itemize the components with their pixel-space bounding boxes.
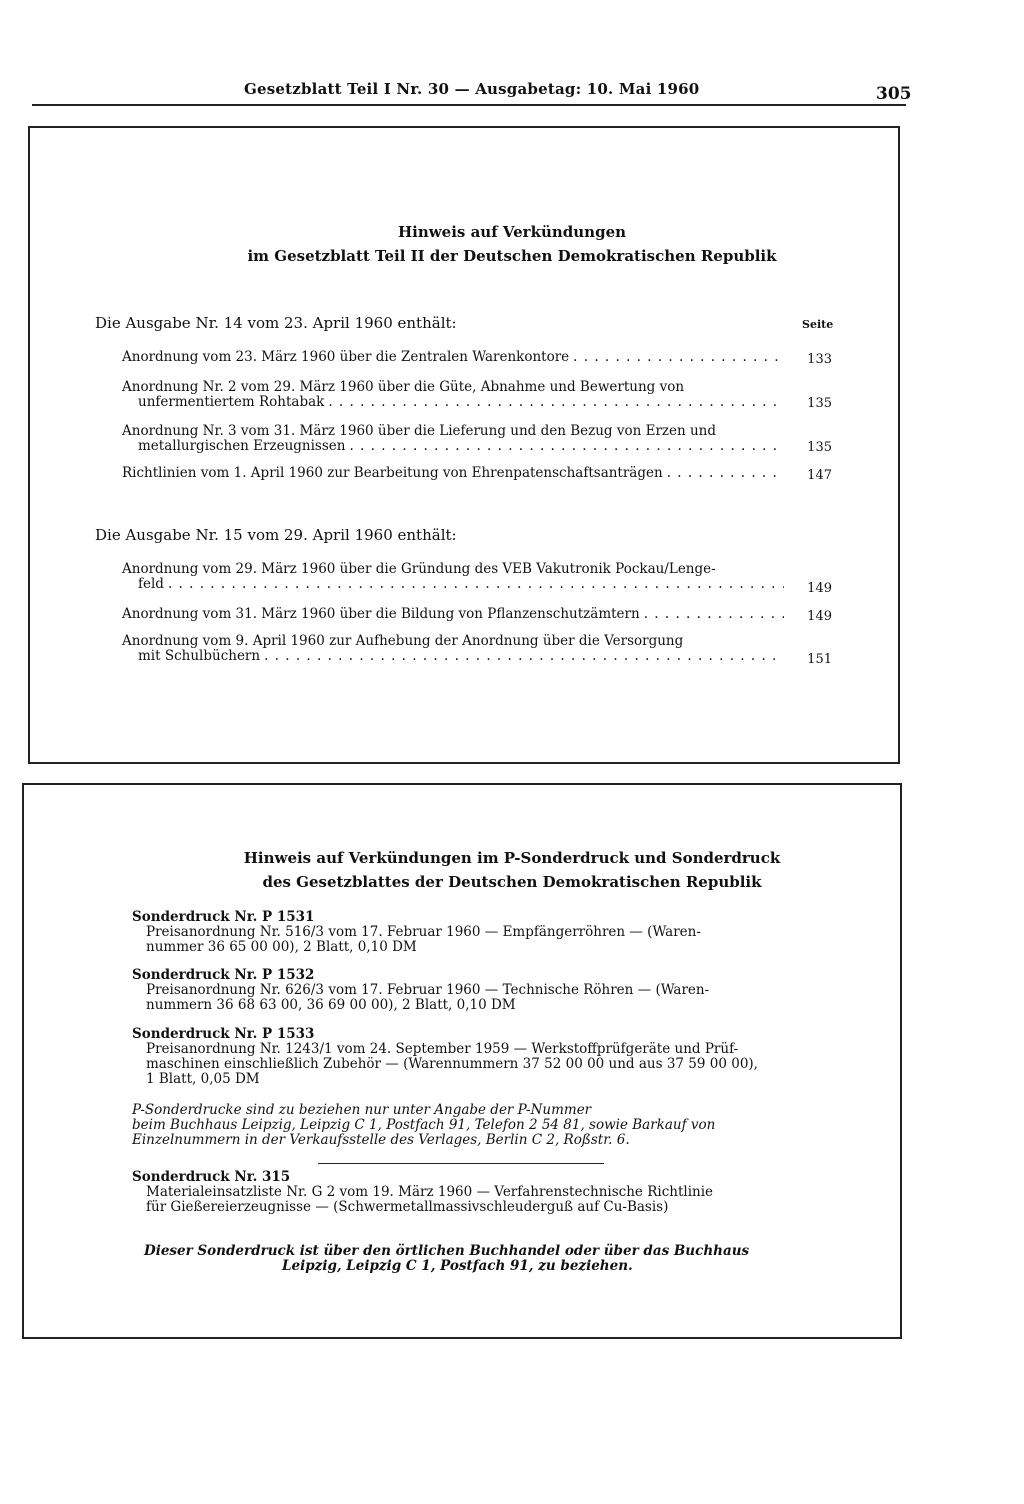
closing-note: [144, 1244, 784, 1274]
sonderdruck-text: Preisanordnung Nr. 1243/1 vom 24. September 1959 — Werkstoffprüfgeräte und Prüf-: [146, 1041, 739, 1057]
running-header: Gesetzblatt Teil I Nr. 30 — Ausgabetag: 10. Mai 1960: [244, 80, 700, 98]
issue-15-heading: Die Ausgabe Nr. 15 vom 29. April 1960 enthält:: [95, 526, 457, 544]
box2-title-line1: Hinweis auf Verkündungen im P-Sonderdruck und Sonderdruck: [243, 849, 781, 867]
sonderdruck-text: 1 Blatt, 0,05 DM: [146, 1071, 260, 1087]
sonderdruck-text: Materialeinsatzliste Nr. G 2 vom 19. März 1960 — Verfahrenstechnische Richtlinie: [146, 1184, 714, 1200]
entry-text-cont: metallurgischen Erzeugnissen: [138, 438, 346, 454]
leader-dots: [328, 395, 784, 410]
sonderdruck-entry: [132, 910, 796, 955]
sonderdruck-entry: [132, 968, 796, 1013]
entry-page: 133: [807, 352, 832, 367]
note-line: Dieser Sonderdruck ist über den örtlichen Buchhandel oder über das Buchhaus: [144, 1243, 750, 1259]
toc-entry: [122, 350, 784, 365]
entry-text: Anordnung vom 23. März 1960 über die Zentralen Warenkontore: [122, 349, 570, 365]
sonderdruck-heading: Sonderdruck Nr. P 1531: [132, 909, 315, 925]
entry-text: Anordnung vom 29. März 1960 über die Gründung des VEB Vakutronik Pockau/Lenge-: [122, 561, 716, 577]
seite-label: Seite: [802, 318, 834, 331]
note-line: Leipzig, Leipzig C 1, Postfach 91, zu beziehen.: [282, 1258, 633, 1274]
section-divider: [318, 1163, 604, 1164]
sonderdruck-text: Preisanordnung Nr. 626/3 vom 17. Februar 1960 — Technische Röhren — (Waren-: [146, 982, 710, 998]
entry-text: Anordnung vom 9. April 1960 zur Aufhebung der Anordnung über die Versorgung: [122, 633, 684, 649]
toc-entry: [122, 380, 784, 410]
entry-page: 149: [807, 609, 832, 624]
toc-entry: [122, 466, 784, 481]
p-sonderdruck-note: [132, 1103, 796, 1148]
toc-entry: [122, 562, 784, 592]
sonderdruck-heading: Sonderdruck Nr. P 1532: [132, 967, 315, 983]
note-line: Einzelnummern in der Verkaufsstelle des Verlages, Berlin C 2, Roßstr. 6.: [132, 1132, 630, 1148]
entry-page: 149: [807, 581, 832, 596]
toc-entry: [122, 634, 784, 664]
entry-page: 151: [807, 652, 832, 667]
entry-page: 135: [807, 396, 832, 411]
box1-title-line1: Hinweis auf Verkündungen: [397, 223, 627, 241]
toc-entry: [122, 424, 784, 454]
sonderdruck-entry: [132, 1027, 796, 1087]
leader-dots: [168, 577, 784, 592]
entry-text: Anordnung Nr. 2 vom 29. März 1960 über die Güte, Abnahme und Bewertung von: [122, 379, 685, 395]
sonderdruck-heading: Sonderdruck Nr. P 1533: [132, 1026, 315, 1042]
leader-dots: [667, 466, 784, 481]
entry-text-cont: unfermentiertem Rohtabak: [138, 394, 325, 410]
sonderdruck-text: Preisanordnung Nr. 516/3 vom 17. Februar 1960 — Empfängerröhren — (Waren-: [146, 924, 701, 940]
entry-text: Richtlinien vom 1. April 1960 zur Bearbeitung von Ehrenpatenschaftsanträgen: [122, 465, 663, 481]
leader-dots: [573, 350, 784, 365]
note-line: P-Sonderdrucke sind zu beziehen nur unter Angabe der P-Nummer: [132, 1102, 592, 1118]
entry-text-cont: feld: [138, 576, 164, 592]
leader-dots: [644, 607, 784, 622]
entry-text-cont: mit Schulbüchern: [138, 648, 261, 664]
sonderdruck-entry: [132, 1170, 796, 1215]
entry-page: 135: [807, 440, 832, 455]
entry-page: 147: [807, 468, 832, 483]
sonderdruck-text: nummern 36 68 63 00, 36 69 00 00), 2 Blatt, 0,10 DM: [146, 997, 516, 1013]
sonderdruck-heading: Sonderdruck Nr. 315: [132, 1169, 291, 1185]
entry-text: Anordnung vom 31. März 1960 über die Bildung von Pflanzenschutzämtern: [122, 606, 640, 622]
box1-title-line2: im Gesetzblatt Teil II der Deutschen Demokratischen Republik: [247, 247, 777, 265]
issue-14-heading: Die Ausgabe Nr. 14 vom 23. April 1960 enthält:: [95, 314, 457, 332]
entry-text: Anordnung Nr. 3 vom 31. März 1960 über die Lieferung und den Bezug von Erzen und: [122, 423, 717, 439]
toc-entry: [122, 607, 784, 622]
sonderdruck-text: für Gießereierzeugnisse — (Schwermetallmassivschleuderguß auf Cu-Basis): [146, 1199, 669, 1215]
page-number: 305: [876, 84, 912, 104]
leader-dots: [264, 649, 784, 664]
header-rule: [32, 104, 906, 106]
box2-title-line2: des Gesetzblattes der Deutschen Demokratischen Republik: [262, 873, 762, 891]
leader-dots: [349, 439, 784, 454]
sonderdruck-text: maschinen einschließlich Zubehör — (Warennummern 37 52 00 00 und aus 37 59 00 00),: [146, 1056, 758, 1072]
note-line: beim Buchhaus Leipzig, Leipzig C 1, Postfach 91, Telefon 2 54 81, sowie Barkauf von: [132, 1117, 716, 1133]
sonderdruck-text: nummer 36 65 00 00), 2 Blatt, 0,10 DM: [146, 939, 417, 955]
